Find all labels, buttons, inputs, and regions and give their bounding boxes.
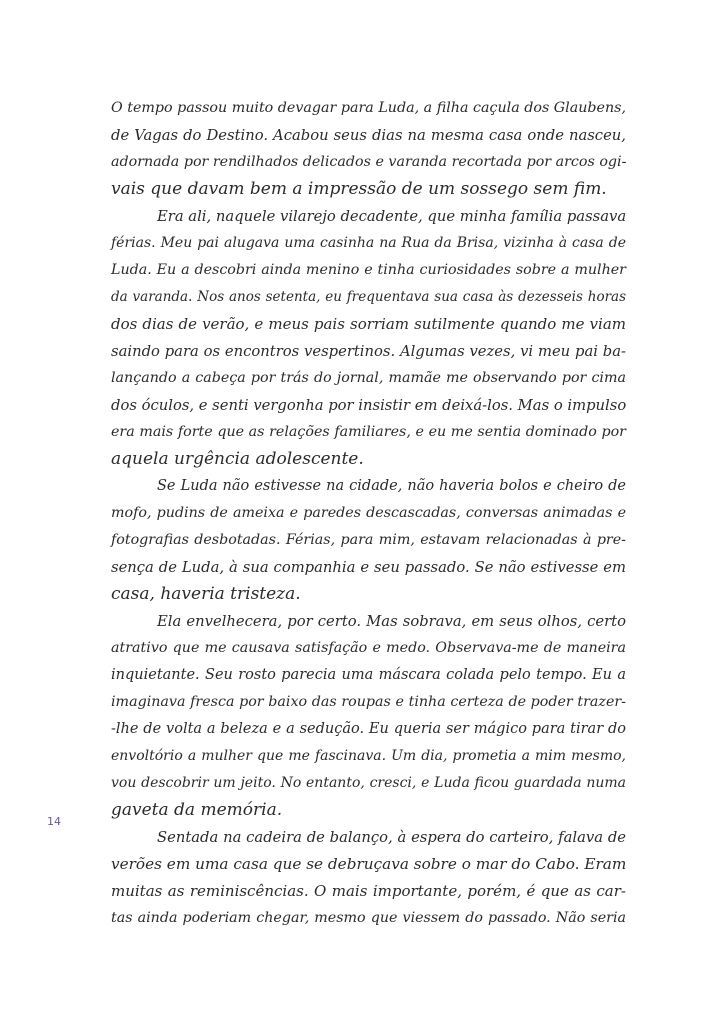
text-line: envoltório a mulher que me fascinava. Um dia, prometia a mim mesmo, (111, 748, 626, 764)
text-line: adornada por rendilhados delicados e varanda recortada por arcos ogi- (111, 154, 627, 170)
text-line: Luda. Eu a descobri ainda menino e tinha curiosidades sobre a mulher (111, 262, 626, 278)
text-line: Ela envelhecera, por certo. Mas sobrava, em seus olhos, certo (157, 613, 626, 630)
text-line: dos dias de verão, e meus pais sorriam sutilmente quando me viam (111, 315, 626, 333)
text-line: imaginava fresca por baixo das roupas e tinha certeza de poder trazer- (111, 694, 626, 710)
text-line: Se Luda não estivesse na cidade, não haveria bolos e cheiro de (157, 478, 626, 494)
text-line: aquela urgência adolescente. (111, 449, 364, 469)
text-line: saindo para os encontros vespertinos. Algumas vezes, vi meu pai ba- (111, 343, 626, 360)
text-line: fotografias desbotadas. Férias, para mim, estavam relacionadas à pre- (111, 532, 626, 548)
text-line: verões em uma casa que se debruçava sobre o mar do Cabo. Eram (111, 855, 627, 873)
paragraph-2 (111, 203, 626, 473)
text-line: -lhe de volta a beleza e a sedução. Eu queria ser mágico para tirar do (111, 721, 626, 737)
text-line: dos óculos, e senti vergonha por insistir em deixá-los. Mas o impulso (111, 397, 627, 414)
page-number: 14 (47, 815, 61, 828)
text-line: mofo, pudins de ameixa e paredes descascadas, conversas animadas e (111, 505, 626, 521)
text-line: gaveta da memória. (111, 800, 283, 820)
text-line: vou descobrir um jeito. No entanto, cresci, e Luda ficou guardada numa (111, 775, 626, 791)
text-line: inquietante. Seu rosto parecia uma máscara colada pelo tempo. Eu a (111, 667, 626, 683)
paragraph-1 (111, 95, 626, 203)
paragraph-3 (111, 473, 626, 608)
text-line: férias. Meu pai alugava uma casinha na Rua da Brisa, vizinha à casa de (111, 235, 626, 251)
text-line: da varanda. Nos anos setenta, eu frequentava sua casa às dezesseis horas (111, 289, 626, 305)
text-line: tas ainda poderiam chegar, mesmo que viessem do passado. Não seria (111, 910, 626, 926)
text-line: vais que davam bem a impressão de um sossego sem fim. (111, 179, 607, 199)
text-line: O tempo passou muito devagar para Luda, a filha caçula dos Glaubens, (111, 100, 626, 116)
paragraph-5 (111, 824, 626, 932)
text-line: atrativo que me causava satisfação e medo. Observava-me de maneira (111, 640, 626, 656)
text-line: lançando a cabeça por trás do jornal, mamãe me observando por cima (111, 370, 626, 386)
text-line: de Vagas do Destino. Acabou seus dias na mesma casa onde nasceu, (111, 127, 626, 144)
text-line: casa, haveria tristeza. (111, 584, 301, 604)
paragraph-4 (111, 608, 626, 824)
text-line: Era ali, naquele vilarejo decadente, que minha família passava (157, 208, 627, 225)
text-line: Sentada na cadeira de balanço, à espera do carteiro, falava de (157, 829, 626, 846)
text-line: muitas as reminiscências. O mais importante, porém, é que as car- (111, 882, 626, 900)
body-text (111, 95, 626, 932)
text-line: sença de Luda, à sua companhia e seu passado. Se não estivesse em (111, 559, 626, 576)
text-line: era mais forte que as relações familiares, e eu me sentia dominado por (111, 424, 626, 440)
